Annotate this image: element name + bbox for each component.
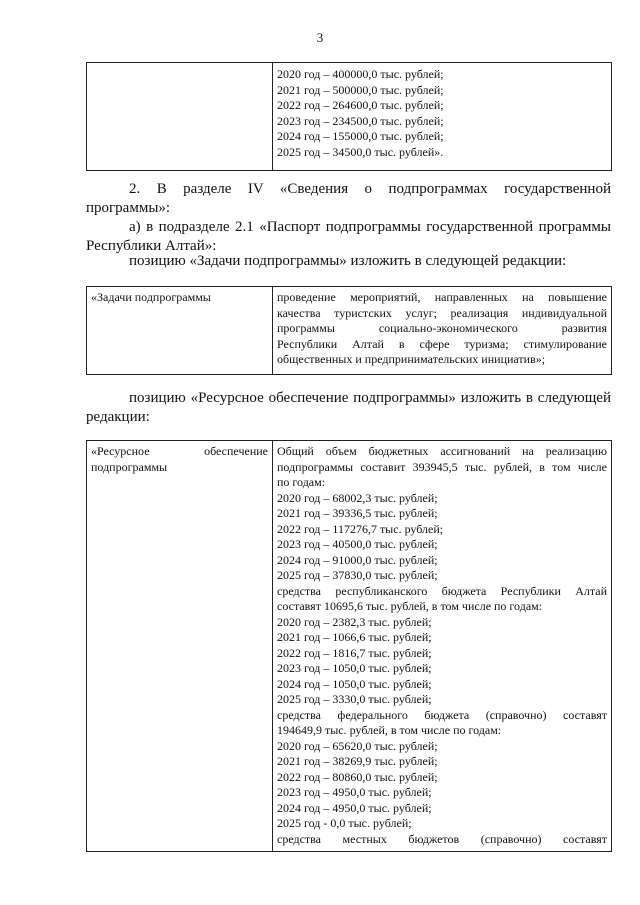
- tasks-label-cell: «Задачи подпрограммы: [87, 287, 273, 375]
- table1-line: 2025 год – 34500,0 тыс. рублей».: [277, 144, 444, 159]
- resource-line: 2024 год – 4950,0 тыс. рублей;: [277, 800, 432, 815]
- resource-line: 2025 год – 3330,0 тыс. рублей;: [277, 692, 432, 706]
- tasks-line: проведение мероприятий, направленных на повышение: [277, 290, 607, 304]
- resource-line: средства федерального бюджета (справочно) составят: [277, 707, 607, 722]
- resource-label-line: подпрограммы: [91, 459, 168, 474]
- table1-line: 2024 год – 155000,0 тыс. рублей;: [277, 129, 444, 143]
- resource-line: 194649,9 тыс. рублей, в том числе по годам:: [277, 723, 502, 737]
- para2-line2: программы»:: [86, 200, 171, 216]
- tasks-line: программы социально-экономического развития: [277, 321, 607, 335]
- tasks-line: качества туристских услуг; реализация индивидуальной: [277, 305, 607, 320]
- page-number: 3: [316, 30, 324, 45]
- resource-line: 2020 год – 65620,0 тыс. рублей;: [277, 738, 438, 753]
- resource-line: 2024 год – 1050,0 тыс. рублей;: [277, 676, 432, 691]
- resource-line: 2021 год – 1066,6 тыс. рублей;: [277, 630, 432, 644]
- resource-line: средства местных бюджетов (справочно) составят: [277, 831, 607, 846]
- resource-line: составят 10695,6 тыс. рублей, в том числе по годам:: [277, 599, 543, 613]
- table1-line: 2022 год – 264600,0 тыс. рублей;: [277, 98, 444, 112]
- resource-line: подпрограммы составит 393945,5 тыс. рублей, в том числе: [277, 459, 607, 474]
- resource-line: Общий объем бюджетных ассигнований на реализацию: [277, 444, 607, 458]
- resource-line: 2022 год – 1816,7 тыс. рублей;: [277, 645, 432, 660]
- para3-line2: редакции:: [86, 409, 150, 425]
- para2-line1: 2. В разделе IV «Сведения о подпрограммах государственной: [129, 181, 611, 197]
- resource-line: 2020 год – 68002,3 тыс. рублей;: [277, 490, 438, 505]
- resource-label-cell: [87, 441, 273, 852]
- para3-line1: позицию «Ресурсное обеспечение подпрограммы» изложить в следующей: [129, 390, 611, 406]
- resource-line: 2022 год – 117276,7 тыс. рублей;: [277, 521, 444, 536]
- resource-line: по годам:: [277, 475, 326, 489]
- para2-line5: позицию «Задачи подпрограммы» изложить в следующей редакции:: [129, 253, 567, 269]
- resource-text-cell: [273, 441, 612, 852]
- resource-line: 2023 год – 1050,0 тыс. рублей;: [277, 661, 432, 675]
- resource-line: 2023 год – 4950,0 тыс. рублей;: [277, 785, 432, 799]
- table1-line: 2020 год – 400000,0 тыс. рублей;: [277, 67, 444, 81]
- para2-line3: а) в подразделе 2.1 «Паспорт подпрограммы государственной программы: [129, 219, 611, 235]
- table1-left-cell: [87, 63, 273, 171]
- table1-line: 2023 год – 234500,0 тыс. рублей;: [277, 113, 444, 128]
- tasks-table: [86, 286, 612, 375]
- resource-line: 2020 год – 2382,3 тыс. рублей;: [277, 614, 432, 629]
- resource-line: 2023 год – 40500,0 тыс. рублей;: [277, 537, 438, 551]
- resource-line: 2021 год – 38269,9 тыс. рублей;: [277, 754, 438, 768]
- para2-line4: Республики Алтай»:: [86, 238, 217, 254]
- resource-label-line: «Ресурсное обеспечение: [91, 444, 268, 458]
- resource-table: [86, 440, 612, 852]
- resource-line: 2024 год – 91000,0 тыс. рублей;: [277, 552, 438, 567]
- resource-line: 2021 год – 39336,5 тыс. рублей;: [277, 506, 438, 520]
- tasks-text-cell: [273, 287, 612, 375]
- tasks-line: общественных и предпринимательских инициатив»;: [277, 352, 546, 366]
- resource-line: 2025 год – 37830,0 тыс. рублей;: [277, 568, 438, 582]
- table1-line: 2021 год – 500000,0 тыс. рублей;: [277, 82, 444, 97]
- funding-table-continuation: [86, 62, 612, 171]
- resource-line: 2022 год – 80860,0 тыс. рублей;: [277, 769, 438, 784]
- table1-right-cell: [273, 63, 612, 171]
- resource-line: 2025 год - 0,0 тыс. рублей;: [277, 816, 412, 830]
- tasks-line: Республики Алтай в сфере туризма; стимулирование: [277, 336, 607, 351]
- resource-line: средства республиканского бюджета Республики Алтай: [277, 583, 607, 598]
